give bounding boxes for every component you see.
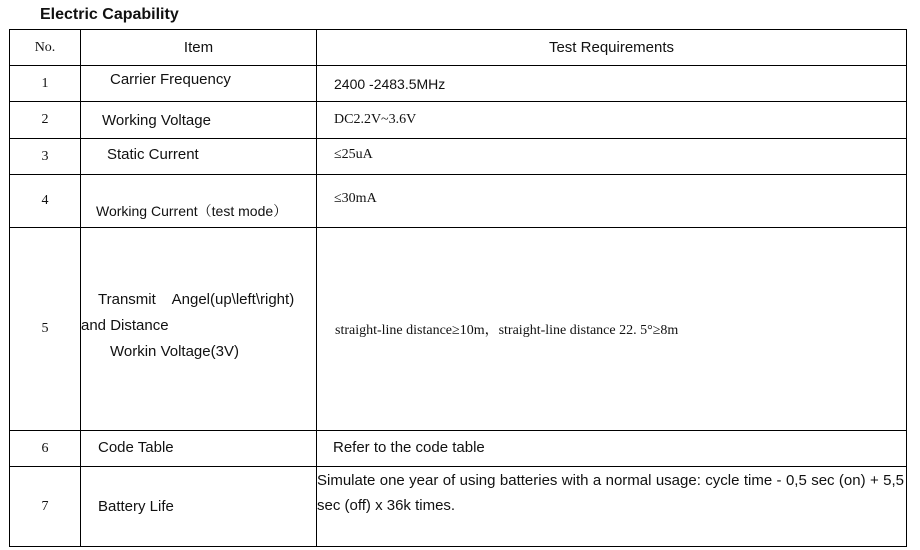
- header-no: No.: [10, 30, 81, 66]
- requirement-cell: ≤25uA: [317, 139, 907, 175]
- electric-capability-table: [9, 29, 907, 547]
- item-line: and Distance: [81, 317, 169, 334]
- item-cell: Battery Life: [81, 467, 317, 547]
- table-row: [10, 175, 907, 228]
- item-cell: Static Current: [81, 139, 317, 175]
- item-line: Workin Voltage(3V): [110, 343, 239, 360]
- row-number: 3: [10, 139, 81, 175]
- row-number: 7: [10, 467, 81, 547]
- requirement-cell: 2400 -2483.5MHz: [317, 66, 907, 102]
- requirement-cell: Refer to the code table: [317, 431, 907, 467]
- table-row: [10, 102, 907, 139]
- table-row: [10, 139, 907, 175]
- table-row: [10, 431, 907, 467]
- row-number: 4: [10, 175, 81, 228]
- requirement-cell: ≤30mA: [317, 175, 907, 228]
- table-row: [10, 228, 907, 431]
- item-cell: Carrier Frequency: [81, 66, 317, 102]
- row-number: 6: [10, 431, 81, 467]
- item-cell: Code Table: [81, 431, 317, 467]
- item-cell: Working Current（test mode）: [81, 175, 317, 228]
- section-title: Electric Capability: [40, 6, 179, 23]
- table-row: [10, 66, 907, 102]
- requirement-cell: DC2.2V~3.6V: [317, 102, 907, 139]
- item-cell: Working Voltage: [81, 102, 317, 139]
- row-number: 1: [10, 66, 81, 102]
- header-item: Item: [81, 30, 317, 66]
- table-header-row: [10, 30, 907, 66]
- item-line: Transmit Angel(up\left\right): [98, 291, 295, 308]
- table-row: [10, 467, 907, 547]
- requirement-cell: straight-line distance≥10m，straight-line distance 22. 5°≥8m: [317, 228, 907, 431]
- requirement-cell: Simulate one year of using batteries with a normal usage: cycle time - 0,5 sec (on) + 5,5 sec (off) x 36k times.: [317, 467, 907, 547]
- header-test-requirements: Test Requirements: [317, 30, 907, 66]
- item-cell: [81, 228, 317, 431]
- row-number: 2: [10, 102, 81, 139]
- row-number: 5: [10, 228, 81, 431]
